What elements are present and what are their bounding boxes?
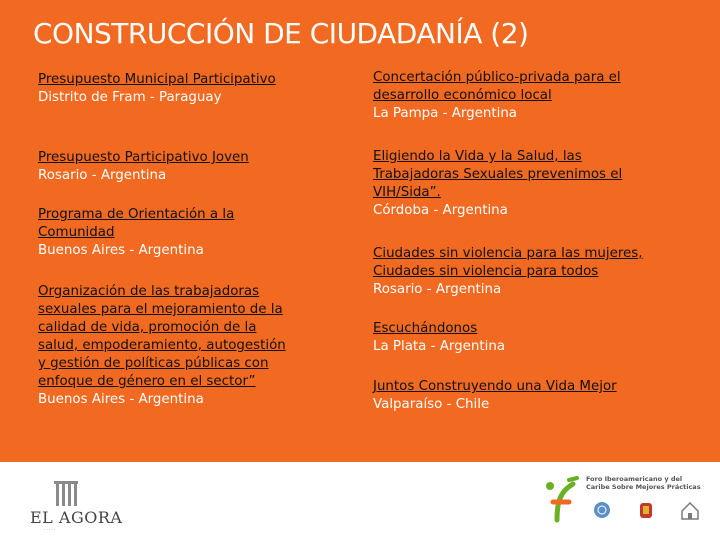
item-link[interactable]: Juntos Construyendo una Vida Mejor <box>373 379 617 394</box>
item-link[interactable]: Ciudades sin violencia para las mujeres, Ciudades sin violencia para todos <box>373 246 643 279</box>
item-location: Valparaíso - Chile <box>373 397 490 412</box>
item-link[interactable]: Presupuesto Municipal Participativo <box>38 72 276 87</box>
item-location: Córdoba - Argentina <box>373 203 508 218</box>
agora-tagline: · · · · · <box>44 527 56 532</box>
item-location: La Pampa - Argentina <box>373 106 518 121</box>
column-icon <box>74 484 77 506</box>
item-location: Rosario - Argentina <box>38 168 167 183</box>
item-location: Rosario - Argentina <box>373 282 502 297</box>
slide-title: CONSTRUCCIÓN DE CIUDADANÍA (2) <box>33 17 529 50</box>
column-icon <box>68 484 71 506</box>
item-link[interactable]: Presupuesto Participativo Joven <box>38 150 249 165</box>
column-icon <box>62 484 65 506</box>
un-emblem-icon <box>593 500 611 522</box>
footer <box>0 462 720 540</box>
column-icon <box>56 484 59 506</box>
list-item <box>373 378 673 414</box>
coat-of-arms-icon <box>637 500 655 522</box>
foro-logo-text: Foro Iberoamericano y del Caribe Sobre Mejores Prácticas <box>586 475 701 491</box>
item-location: Buenos Aires - Argentina <box>38 243 204 258</box>
item-link[interactable]: Organización de las trabajadoras sexuales para el mejoramiento de la calidad de vida, promoción de la salud, empoderamiento, autogestión y gestión de políticas públicas con enfoque de género en el sector” <box>38 284 286 389</box>
item-link[interactable]: Eligiendo la Vida y la Salud, las Trabajadoras Sexuales prevenimos el VIH/Sida”. <box>373 149 623 200</box>
list-item <box>38 149 298 185</box>
item-link[interactable]: Programa de Orientación a la Comunidad <box>38 207 235 240</box>
house-emblem-icon <box>680 500 700 522</box>
agora-logo <box>26 478 106 536</box>
agora-logo-text: EL AGORA <box>30 508 123 527</box>
list-item <box>38 206 268 260</box>
list-item <box>38 71 298 107</box>
list-item <box>38 283 296 409</box>
list-item <box>373 69 663 123</box>
item-location: Distrito de Fram - Paraguay <box>38 90 222 105</box>
item-link[interactable]: Escuchándonos <box>373 321 478 336</box>
list-item <box>373 148 663 220</box>
list-item <box>373 320 663 356</box>
list-item <box>373 245 683 299</box>
foro-logo-icon <box>543 474 579 524</box>
item-location: La Plata - Argentina <box>373 339 506 354</box>
item-link[interactable]: Concertación público-privada para el desarrollo económico local <box>373 70 621 103</box>
item-location: Buenos Aires - Argentina <box>38 392 204 407</box>
